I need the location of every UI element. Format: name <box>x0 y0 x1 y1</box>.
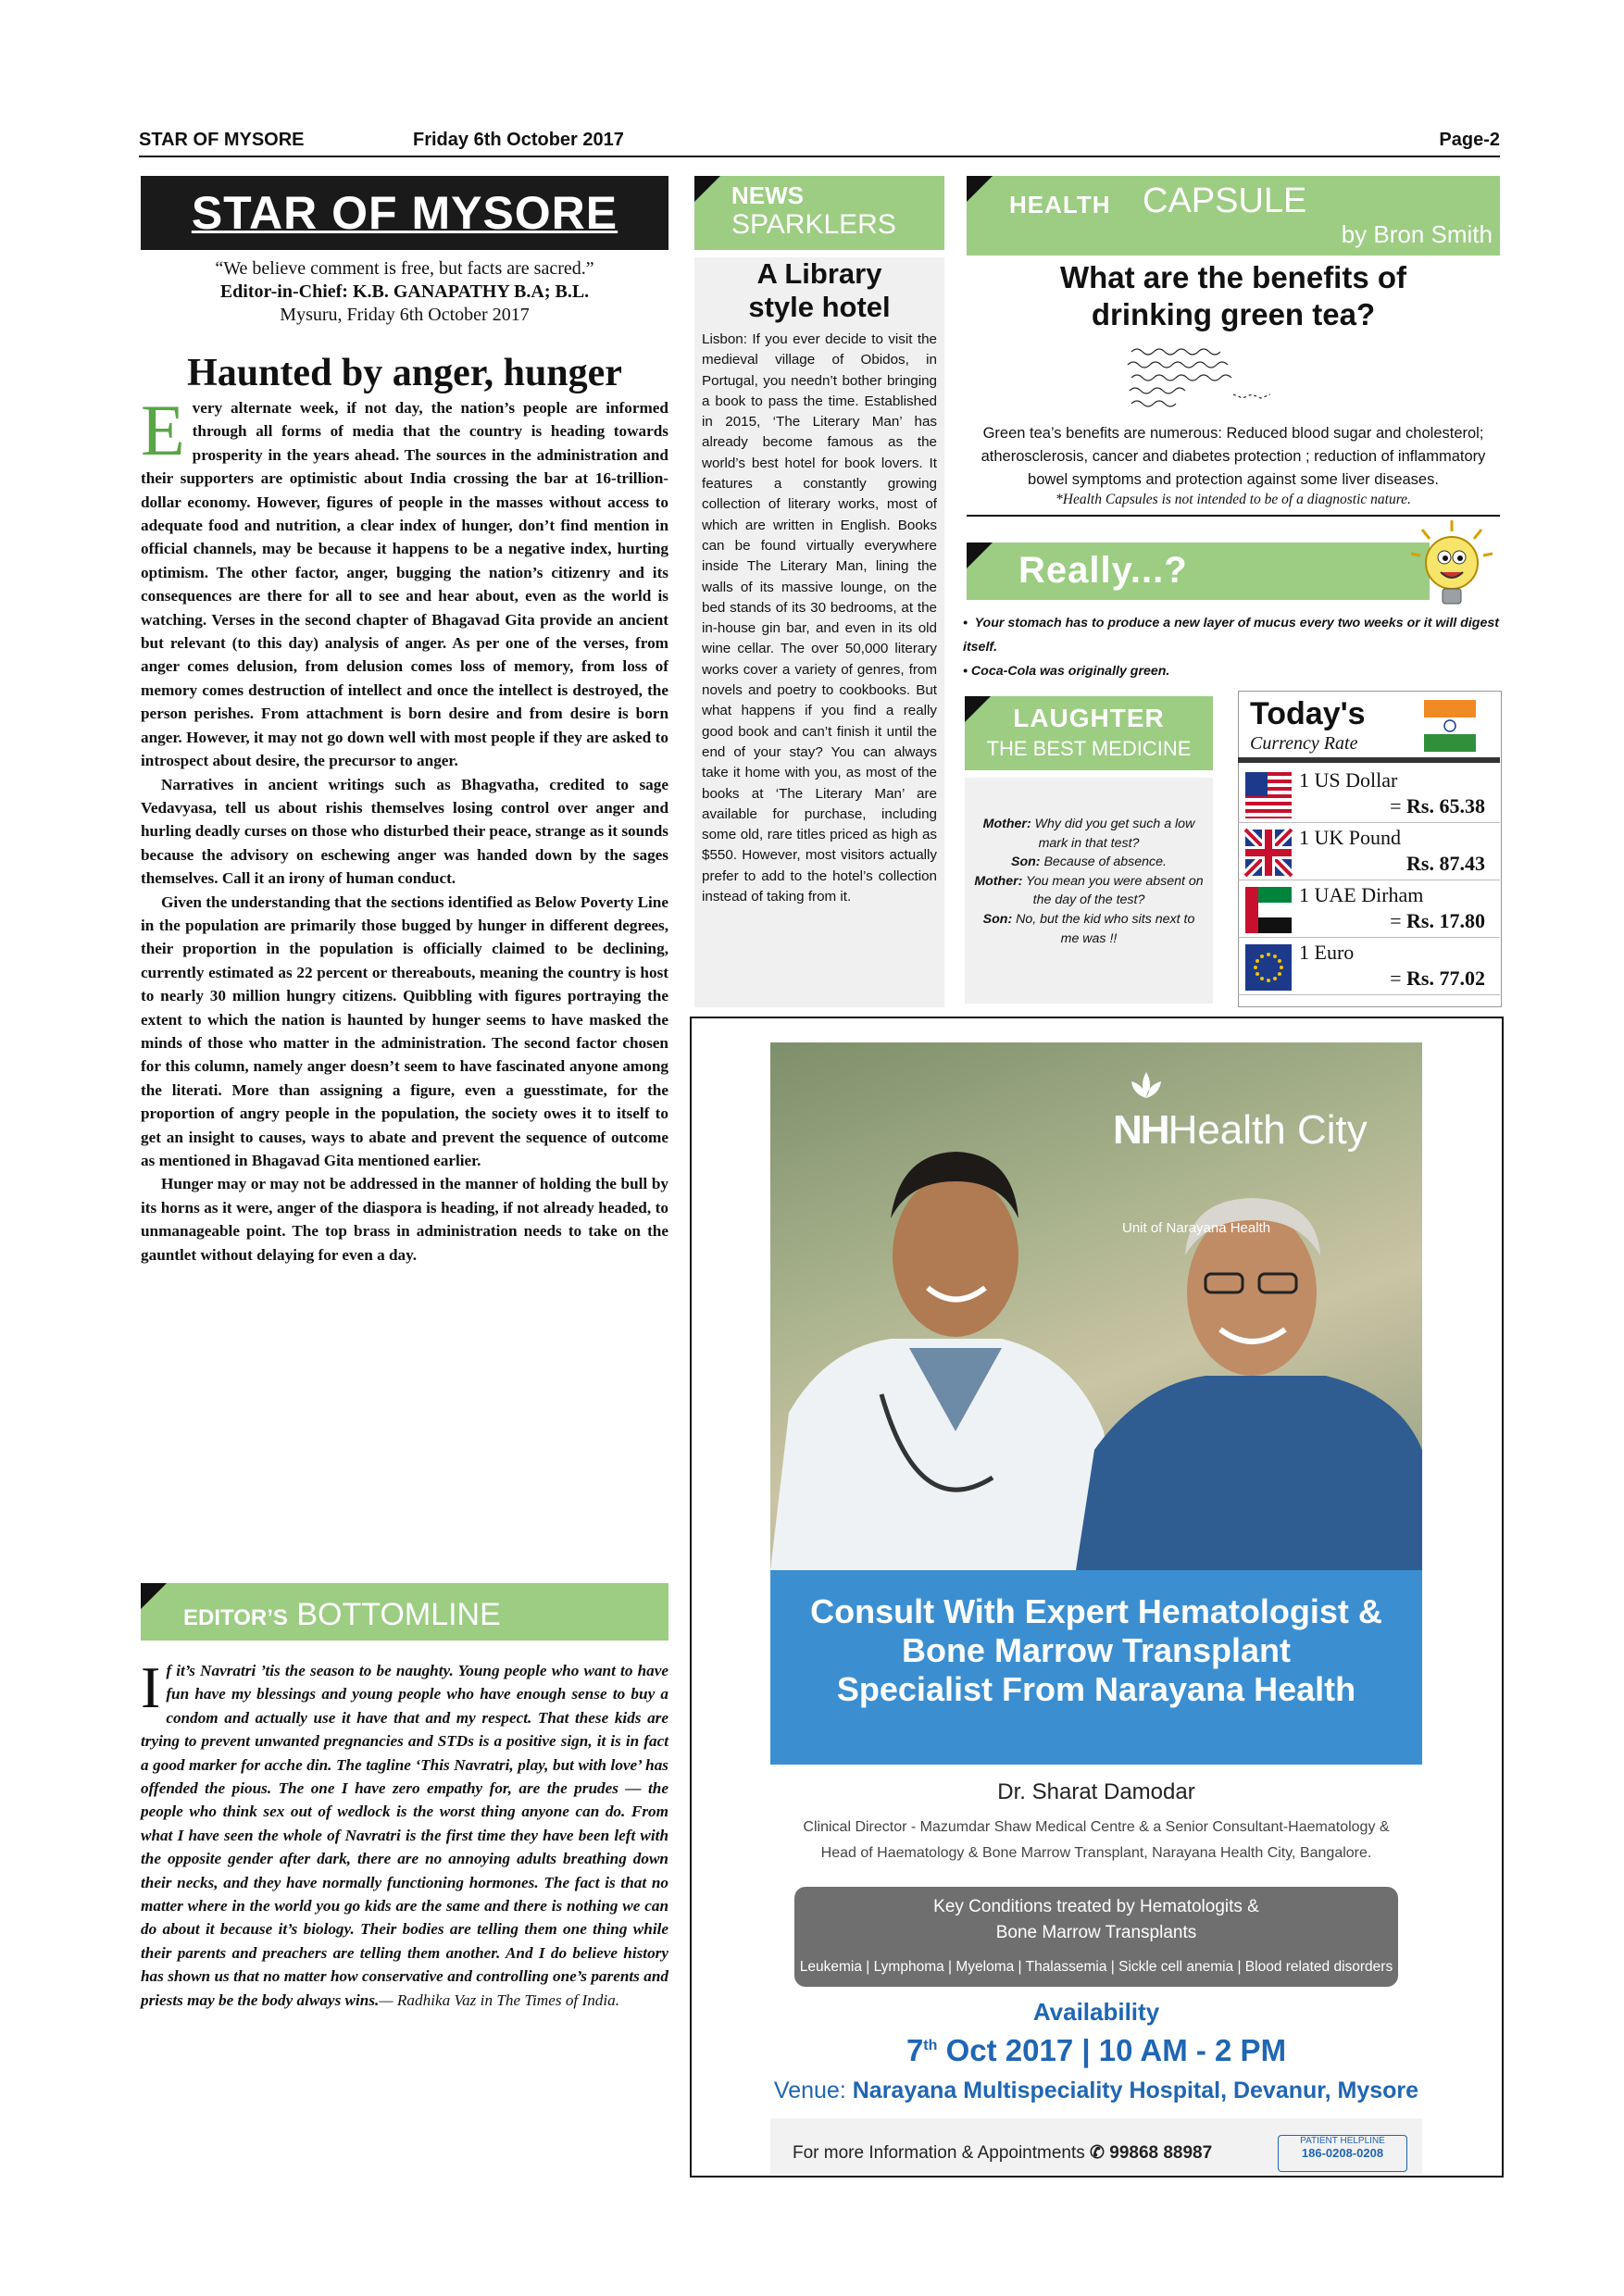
currency-name: 1 Euro <box>1299 941 1355 964</box>
drop-cap: I <box>141 1654 161 1720</box>
joke <box>972 815 1206 948</box>
currency-divider <box>1238 757 1500 763</box>
sparklers-label: SPARKLERS <box>731 209 896 240</box>
bottomline-byline: — Radhika Vaz in The Times of India. <box>379 1990 620 2009</box>
health-disclaimer: *Health Capsules is not intended to be of a diagnostic nature. <box>1056 492 1411 507</box>
bottomline-label: BOTTOMLINE <box>296 1597 501 1632</box>
logo-nh: NH <box>1113 1107 1168 1153</box>
currency-name: 1 UK Pound <box>1299 826 1402 849</box>
uk-flag-icon <box>1245 830 1292 876</box>
speaker: Son: <box>982 911 1013 927</box>
currency-title: Today's <box>1250 696 1366 731</box>
logo-unit: Unit of Narayana Health <box>1122 1220 1271 1236</box>
line-text: Why did you get such a low mark in that test? <box>1031 817 1195 851</box>
venue-name: Narayana Multispeciality Hospital, Devanur, Mysore <box>852 2078 1419 2103</box>
availability-label: Availability <box>1032 1998 1160 2026</box>
masthead-title: STAR OF MYSORE <box>191 187 618 239</box>
phone-number: ✆ 99868 88987 <box>1090 2143 1213 2163</box>
handwritten-note-image <box>1122 343 1289 413</box>
kc-line: Key Conditions treated by Hematologits & <box>933 1897 1259 1916</box>
health-capsule-header <box>967 176 1500 256</box>
leaf-logo-icon <box>1126 1070 1167 1104</box>
fact-text: Your stomach has to produce a new layer of mucus every two weeks or it will digest itself. <box>963 616 1499 655</box>
rate: Rs. 77.02 <box>1406 967 1485 990</box>
advertisement <box>770 1042 1422 2163</box>
ad-headline-line: Consult With Expert Hematologist & <box>810 1592 1382 1630</box>
joke-line <box>972 853 1206 872</box>
news-title <box>694 257 944 324</box>
currency-row <box>1238 937 1500 995</box>
date-day: 7 <box>906 2033 924 2067</box>
news-title-line: A Library <box>756 257 882 290</box>
line-text: Because of absence. <box>1040 855 1167 870</box>
nh-health-city-logo <box>1113 1107 1368 1236</box>
date-suffix: th <box>923 2038 938 2053</box>
doctor-description: Clinical Director - Mazumdar Shaw Medical Centre & a Senior Consultant-Haematology & Head of Haematology & Bone Marrow Transplant, Narayana Health City, Bangalore. <box>803 1819 1390 1861</box>
venue <box>770 2078 1422 2104</box>
bottomline-text: f it’s Navratri ’tis the season to be naughty. Young people who want to have fun have my blessings and young people who have enough sense to buy a condom and actually use it have that and my respect. That these kids are trying to prevent unwanted pregnancies and STDs is a positive sign, it is in fact a good marker for acche din. The tagline ‘This Navratri, play, but with love’ has offended the pious. The one I have zero empathy for, are the prudes — the people who think sex out of wedlock is the worst thing anyone can do. From what I have seen the whole of Navratri is the first time they have been left with the opposite gender after dark, there are no annoying adults breathing down their necks, and they have normally functioning hormones. The fact is that no matter where in the world you go kids are the same and there is nothing we can do about it because it’s biology. Their bodies are telling them one thing while their parents and preachers are telling them another. And I do believe history has shown us that no matter how conservative and controlling one’s parents and priests may be the body always wins. <box>141 1662 668 2009</box>
corner-triangle <box>967 176 993 202</box>
header-paper-name: STAR OF MYSORE <box>139 130 305 150</box>
really-facts <box>963 611 1500 683</box>
key-conditions-box <box>794 1887 1398 1987</box>
currency-value <box>1406 852 1485 876</box>
patient-helpline <box>1278 2135 1407 2172</box>
eu-flag-icon <box>1245 944 1292 991</box>
list-item: • Your stomach has to produce a new layer of mucus every two weeks or it will digest itself. <box>963 616 1499 655</box>
editorial-para: Hunger may or may not be addressed in the manner of holding the bull by its horns as it were, anger of the diaspora is heading, if not already headed, to unmanageable point. The top brass in administration needs to take on the gauntlet without delaying for even a day. <box>141 1175 668 1264</box>
logo-name: Health City <box>1168 1107 1368 1153</box>
rate: Rs. 65.38 <box>1406 794 1485 817</box>
ad-footer <box>770 2118 1422 2174</box>
really-label: Really...? <box>1018 550 1188 591</box>
header-page-number: Page-2 <box>1439 130 1500 150</box>
header-date: Friday 6th October 2017 <box>413 130 624 150</box>
line-text: You mean you were absent on the day of the test? <box>1022 873 1204 908</box>
ad-headline <box>770 1570 1422 1765</box>
venue-label: Venue: <box>773 2078 853 2103</box>
editorial-para: Narratives in ancient writings such as Bhagvatha, credited to sage Vedavyasa, tell us about rishis themselves losing control over anger and hurling deadly curses on those who disturbed their peace, strange as it sounds because the advisory on eschewing anger was handed down by the sages themselves. Call it an irony of human conduct. <box>141 775 668 888</box>
india-flag-icon <box>1424 700 1476 752</box>
currency-row <box>1238 765 1500 823</box>
health-question <box>967 259 1500 333</box>
masthead <box>141 176 668 250</box>
editorial-para <box>141 390 668 773</box>
appointment-info <box>793 2142 1212 2164</box>
corner-triangle <box>141 1583 167 1609</box>
masthead-info <box>141 257 668 327</box>
laughter-header <box>965 696 1213 770</box>
health-question-line: What are the benefits of <box>1059 260 1407 294</box>
ad-headline-line: Bone Marrow Transplant <box>901 1631 1292 1669</box>
corner-triangle <box>694 176 720 202</box>
speaker: Mother: <box>982 817 1031 831</box>
rate: Rs. 17.80 <box>1406 909 1485 932</box>
equals-sign: = <box>1390 967 1407 990</box>
health-answer: Green tea’s benefits are numerous: Reduced blood sugar and cholesterol; atherosclerosis, cancer and diabetes protection ; reduction of inflammatory bowel symptoms and protection against some liver diseases. <box>981 425 1486 488</box>
news-title-line: style hotel <box>748 291 891 323</box>
bottomline-label-bold: EDITOR’S <box>183 1605 288 1630</box>
drop-cap: E <box>141 390 185 470</box>
currency-value <box>1390 967 1485 991</box>
conditions-list: Leukemia | Lymphoma | Myeloma | Thalassemia | Sickle cell anemia | Blood related disorders <box>799 1959 1393 1975</box>
rate: Rs. 87.43 <box>1406 852 1485 875</box>
currency-subtitle: Currency Rate <box>1250 733 1358 754</box>
bottomline-body <box>141 1654 668 2012</box>
news-body: Lisbon: If you ever decide to visit the medieval village of Obidos, in Portugal, you needn’t bother bringing a book to pass the time. Established in 2015, ‘The Literary Man’ has already become famous as the world’s best hotel for book lovers. It features a constantly growing collection of literary works, most of which are written in English. Books can be found virtually everywhere inside The Literary Man, lining the walls of its massive lounge, on the bed stands of its 30 bedrooms, at the in-house gin bar, and even in its old wine cellar. The over 50,000 literary works cover a variety of genres, from novels and poetry to cookbooks. But what happens if you find a really good book and can’t finish it until the end of your stay? You can always take it home with you, as most of the books at ‘The Literary Man’ are available for purchase, including some old, rare titles priced as high as $550. However, most visitors actually prefer to add to the hotel’s collection instead of taking from it. <box>702 331 937 905</box>
equals-sign: = <box>1390 794 1407 817</box>
capsule-label: CAPSULE <box>1143 181 1307 220</box>
ad-headline-line: Specialist From Narayana Health <box>836 1670 1356 1708</box>
helpline-label: PATIENT HELPLINE <box>1300 2136 1385 2146</box>
fact-text: Coca-Cola was originally green. <box>970 664 1170 679</box>
dateline: Mysuru, Friday 6th October 2017 <box>280 305 530 325</box>
best-medicine-label: THE BEST MEDICINE <box>986 737 1192 760</box>
editorial-body <box>141 390 668 1267</box>
corner-triangle <box>967 543 993 568</box>
editorial-para-text: very alternate week, if not day, the nation’s people are informed through all forms of media that the country is heading towards prosperity in the years ahead. The sources in the administration and their supporters are optimistic about India crossing the bar at 16-trillion-dollar economy. However, figures of people in the masses without access to adequate food and nutrition, a clear index of hunger, don’t find mention in official channels, may be because it happens to be a negative index, hurting optimism. The other factor, anger, bugging the nation’s citizenry and its consequences are there for all to see and hear about, even as the world is watching. Verses in the second chapter of Bhagavad Gita provide an ancient but relevant (to this day) analysis of anger. As per one of the verses, from anger comes delusion, from delusion comes loss of memory, from loss of memory comes destruction of intellect and once the intellect is destroyed, the person perishes. From attachment is born desire and from desire is born anger. However, it may not go down well with most people if they are asked to introspect about desire, the precursor to anger. <box>141 399 668 770</box>
news-label: NEWS <box>731 181 804 209</box>
currency-value <box>1390 909 1485 933</box>
key-conditions-title <box>794 1894 1398 1946</box>
availability-date <box>770 2033 1422 2068</box>
lightbulb-mascot-icon <box>1405 517 1498 618</box>
page-header <box>139 130 1500 157</box>
list-item: • Coca-Cola was originally green. <box>963 664 1170 679</box>
ad-photo <box>770 1042 1422 1570</box>
news-sparklers-header <box>694 176 944 250</box>
joke-line <box>972 872 1206 910</box>
health-author: by Bron Smith <box>1341 220 1493 248</box>
ad-details <box>770 1765 1422 2163</box>
health-question-line: drinking green tea? <box>1091 297 1376 331</box>
health-label: HEALTH <box>1009 191 1111 218</box>
speaker: Mother: <box>974 873 1023 889</box>
doctor-name: Dr. Sharat Damodar <box>997 1779 1195 1804</box>
line-text: No, but the kid who sits next to me was !! <box>1012 911 1195 946</box>
editorial-para: Given the understanding that the sections identified as Below Poverty Line in the population are primarily those bugged by hunger in different degrees, their proportion in the population is officially claimed to be declining, currently estimated as 22 percent or thereabouts, meaning the country is host to nearly 30 million hungry citizens. Quibbling with figures portraying the extent to which the nation is haunted by hunger seems to have masked the minds of those who matter in the administration. The second factor chosen for this column, namely anger doesn’t seem to have fascinated anyone among the literati. More than assigning a figure, even a guesstimate, for the proportion of angry people in the population, the society owes it to itself to get an insight to causes, ways to abate and prevent the sequence of outcome as mentioned in Bhagavad Gita mentioned earlier. <box>141 892 668 1169</box>
motto: “We believe comment is free, but facts are sacred.” <box>215 258 594 279</box>
bottomline-header <box>141 1583 668 1641</box>
currency-row <box>1238 822 1500 880</box>
uae-flag-icon <box>1245 887 1292 933</box>
date-time: Oct 2017 | 10 AM - 2 PM <box>937 2033 1287 2067</box>
editor-in-chief: Editor-in-Chief: K.B. GANAPATHY B.A; B.L. <box>219 281 590 302</box>
really-header <box>967 543 1430 600</box>
us-flag-icon <box>1245 772 1292 818</box>
kc-line: Bone Marrow Transplants <box>995 1923 1197 1942</box>
currency-name: 1 UAE Dirham <box>1299 883 1424 906</box>
helpline-number: 186-0208-0208 <box>1301 2146 1384 2160</box>
equals-sign: = <box>1390 909 1407 932</box>
laughter-label: LAUGHTER <box>1013 704 1165 732</box>
joke-line <box>972 815 1206 853</box>
currency-name: 1 US Dollar <box>1299 768 1398 792</box>
joke-line <box>972 910 1206 948</box>
speaker: Son: <box>1011 855 1041 870</box>
currency-value <box>1390 794 1485 818</box>
editorial-headline: Haunted by anger, hunger <box>187 352 622 394</box>
info-text: For more Information & Appointments <box>793 2143 1091 2163</box>
currency-row <box>1238 880 1500 938</box>
